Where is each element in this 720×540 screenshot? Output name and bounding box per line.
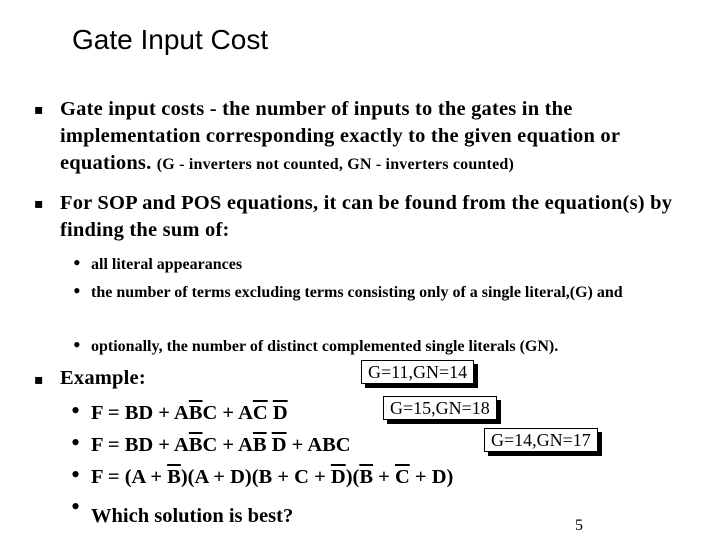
eq-part: )(A + D)(B + C + xyxy=(180,466,331,488)
eq-part: F = BD + A xyxy=(91,434,189,456)
bullet-text: Gate input costs - the number of inputs to the gates in the implementation corresponding exactly to the given equation or equations. xyxy=(60,98,620,174)
bullet-example: Example: xyxy=(60,367,146,389)
page-number: 5 xyxy=(575,517,583,534)
equation-2 xyxy=(91,432,351,458)
eq-part: F = BD + A xyxy=(91,402,189,424)
round-bullet-icon: • xyxy=(73,332,81,357)
eq-part: + ABC xyxy=(286,434,351,456)
eq-complemented-literal: $\overline{D}$ xyxy=(272,402,288,424)
subitem-number-of-terms: the number of terms excluding terms consisting only of a single literal,(G) and xyxy=(91,284,623,301)
round-bullet-icon: • xyxy=(73,278,81,303)
eq-complemented-literal: $\overline{B}$ xyxy=(167,466,181,488)
eq-part: F = (A + xyxy=(91,466,168,488)
eq-complemented-literal: $\overline{B}$ xyxy=(359,466,374,488)
bullet-sop-pos: For SOP and POS equations, it can be found from the equation(s) by finding the sum of: xyxy=(60,192,673,241)
eq-complemented-literal: $\overline{B}$ xyxy=(252,434,267,456)
square-bullet-icon: ▪ xyxy=(34,372,44,388)
eq-complemented-literal: $\overline{B}$ xyxy=(188,402,203,424)
eq-part: C + A xyxy=(202,434,253,456)
question-text: Which solution is best? xyxy=(91,505,294,527)
bullet-gate-input-costs xyxy=(60,96,700,178)
round-bullet-icon: • xyxy=(73,250,81,275)
eq-complemented-literal: $\overline{D}$ xyxy=(271,434,287,456)
slide-title: Gate Input Cost xyxy=(72,24,269,55)
round-bullet-icon: • xyxy=(71,396,81,425)
eq-complemented-literal: $\overline{C}$ xyxy=(252,402,268,424)
eq-part: )( xyxy=(345,466,360,488)
callout-cost-2: G=15,GN=18 xyxy=(383,396,497,420)
equation-3 xyxy=(91,464,453,490)
subitem-complemented-literals: optionally, the number of distinct complemented single literals (GN). xyxy=(91,338,559,355)
bullet-note: (G - inverters not counted, GN - inverters counted) xyxy=(156,156,515,173)
square-bullet-icon: ▪ xyxy=(34,102,44,118)
eq-part: C + A xyxy=(202,402,253,424)
eq-complemented-literal: $\overline{D}$ xyxy=(330,466,346,488)
square-bullet-icon: ▪ xyxy=(34,196,44,212)
round-bullet-icon: • xyxy=(71,460,81,489)
callout-cost-1: G=11,GN=14 xyxy=(361,360,474,384)
round-bullet-icon: • xyxy=(71,428,81,457)
round-bullet-icon: • xyxy=(71,492,81,521)
eq-part: + xyxy=(373,466,395,488)
eq-complemented-literal: $\overline{B}$ xyxy=(188,434,203,456)
eq-complemented-literal: $\overline{C}$ xyxy=(394,466,410,488)
subitem-literal-appearances: all literal appearances xyxy=(91,256,243,273)
callout-cost-3: G=14,GN=17 xyxy=(484,428,598,452)
equation-1 xyxy=(91,400,288,426)
eq-part: + D) xyxy=(409,466,454,488)
